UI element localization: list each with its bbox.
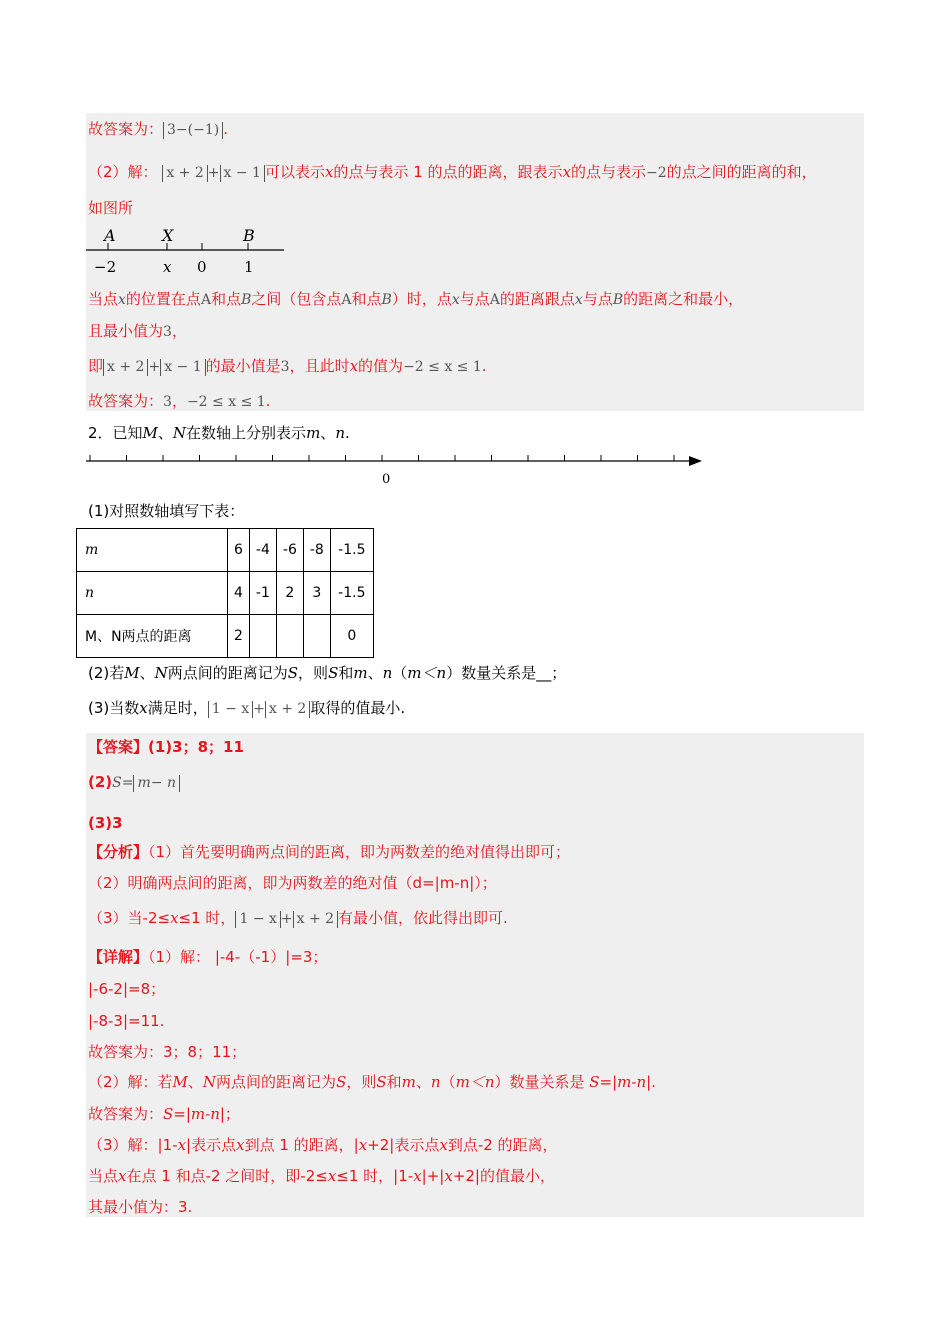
part2-line1: （2）解： x + 2 + x − 1 可以表示x的点与表示 1 的点的距离，跟表示x的点与表示−2的点之间的距离的和， [88, 163, 817, 181]
table-cell: -1.5 [330, 572, 373, 615]
table-cell: -6 [276, 529, 303, 572]
detail-6: 故答案为：S=|m-n|； [88, 1105, 240, 1123]
detail-3: |-8-3|=11. [88, 1012, 165, 1030]
detail-7: （3）解：|1-x|表示点x到点 1 的距离，|x+2|表示点x到点-2 的距离， [88, 1136, 558, 1154]
table-cell [303, 615, 330, 658]
table-cell: -8 [303, 529, 330, 572]
answer-line-prev: 故答案为： 3−(−1) . [88, 120, 228, 138]
answer-1: 【答案】(1)3；8；11 [88, 738, 244, 756]
number-line-figure [86, 224, 286, 280]
table-cell: 0 [330, 615, 373, 658]
axis-arrow-icon [689, 456, 702, 466]
detail-9: 其最小值为：3. [88, 1198, 193, 1216]
fig-label-A: A [104, 226, 116, 245]
table-row [77, 615, 374, 658]
detail-8: 当点x在点 1 和点-2 之间时，即-2≤x≤1 时，|1-x|+|x+2|的值最小， [88, 1167, 555, 1185]
fig-label-X: X [162, 226, 174, 245]
fig-label-0: 0 [197, 258, 207, 276]
part2-line2: 如图所 [88, 199, 134, 217]
fig-label-x: x [163, 258, 172, 276]
axis-zero-label: 0 [382, 472, 391, 487]
question2-part1: (1)对照数轴填写下表： [88, 502, 245, 520]
table-cell [276, 615, 303, 658]
question2-number-line [86, 450, 706, 490]
part2-explain2: 且最小值为3， [88, 322, 187, 340]
table-cell [249, 615, 276, 658]
part2-explain1: 当点x的位置在点A和点B之间（包含点A和点B）时，点x与点A的距离跟点x与点B的距离之和最小， [88, 290, 744, 308]
table-cell: 4 [228, 572, 250, 615]
table-cell: 3 [303, 572, 330, 615]
question2-part2: (2)若M、N两点间的距离记为S，则S和m、n（m＜n）数量关系是__； [88, 664, 567, 682]
answer-2: (2)S= m− n [88, 771, 180, 794]
table-cell: 2 [276, 572, 303, 615]
detail-1: 【详解】（1）解： |-4-（-1）|=3； [88, 948, 328, 966]
table-row-label: n [77, 572, 228, 615]
table-cell: -1 [249, 572, 276, 615]
question2-part3: (3)当数x满足时， 1 − x + x + 2 取得的值最小. [88, 699, 406, 717]
table-cell: -4 [249, 529, 276, 572]
table-cell: 2 [228, 615, 250, 658]
answer-3: (3)3 [88, 814, 123, 832]
fig-label-neg2: −2 [94, 258, 117, 276]
table-row [77, 529, 374, 572]
detail-2: |-6-2|=8； [88, 980, 166, 998]
part2-final-answer: 故答案为：3，−2 ≤ x ≤ 1. [88, 392, 271, 410]
fig-label-1: 1 [244, 258, 254, 276]
detail-4: 故答案为：3；8；11； [88, 1043, 247, 1061]
analysis-1: 【分析】（1）首先要明确两点间的距离，即为两数差的绝对值得出即可； [88, 843, 571, 861]
table-row-label: m [77, 529, 228, 572]
analysis-2: （2）明确两点间的距离，即为两数差的绝对值（d=|m-n|）； [88, 874, 497, 892]
table-cell: -1.5 [330, 529, 373, 572]
part2-explain3: 即 x + 2 + x − 1 的最小值是3，且此时x的值为−2 ≤ x ≤ 1. [88, 357, 487, 375]
table-row-label: M、N两点的距离 [77, 615, 228, 658]
question2-stem: 2．已知M、N在数轴上分别表示m、n. [88, 424, 350, 442]
table-cell: 6 [228, 529, 250, 572]
fill-table [76, 528, 374, 658]
analysis-3: （3）当-2≤x≤1 时， 1 − x + x + 2 有最小值，依此得出即可. [88, 909, 508, 927]
table-row [77, 572, 374, 615]
fig-label-B: B [243, 226, 255, 245]
detail-5: （2）解：若M、N两点间的距离记为S，则S和m、n（m＜n）数量关系是 S=|m-n|. [88, 1073, 656, 1091]
